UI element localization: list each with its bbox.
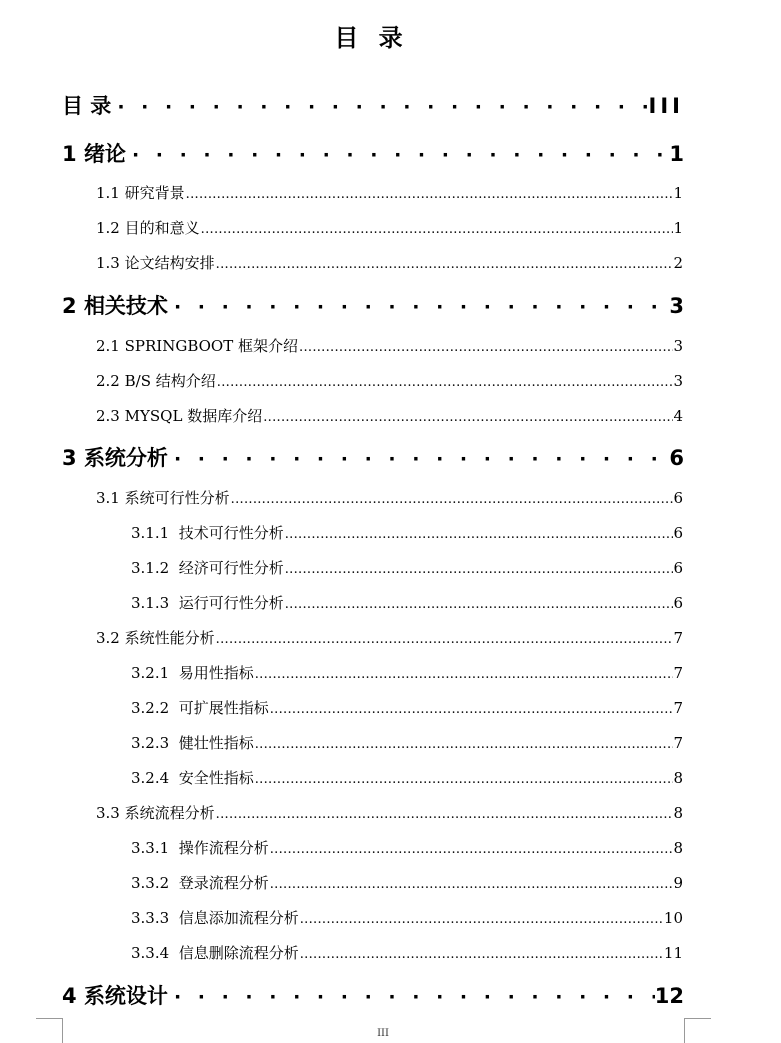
toc-entry-number: 2.3	[96, 407, 120, 425]
toc-entry-label: 运行可行性分析	[178, 594, 284, 612]
toc-entry-number: 3.2.2	[131, 699, 170, 717]
toc-entry-number: 4	[62, 984, 77, 1008]
toc-entry-page: 7	[673, 699, 683, 717]
toc-entry-page: 1	[669, 142, 684, 166]
toc-entry-page: 6	[673, 594, 683, 612]
toc-entry-number: 1	[62, 142, 77, 166]
toc-entry-number: 1.1	[96, 184, 120, 202]
toc-entry-label: 健壮性指标	[178, 734, 254, 752]
toc-entry-number: 1.2	[96, 219, 120, 237]
toc-entry[interactable]	[62, 442, 684, 476]
toc-entry-label: 信息添加流程分析	[178, 909, 299, 927]
toc-entry-page: 1	[673, 219, 683, 237]
toc-entry-title	[131, 557, 284, 578]
toc-entry-label: MYSQL 数据库介绍	[124, 407, 263, 425]
toc-entry[interactable]	[96, 335, 683, 359]
toc-entry-label: 易用性指标	[178, 664, 254, 682]
toc-entry-number: 3.1.1	[131, 524, 170, 542]
toc-entry-label: 可扩展性指标	[178, 699, 269, 717]
toc-entry[interactable]	[131, 557, 683, 581]
toc-entry-title	[62, 290, 168, 320]
toc-entry[interactable]	[62, 90, 684, 124]
dot-leader	[299, 912, 664, 927]
toc-entry-number: 2	[62, 294, 77, 318]
toc-entry-label: B/S 结构介绍	[124, 372, 216, 390]
toc-entry-title	[131, 942, 299, 963]
toc-entry[interactable]	[131, 942, 683, 966]
toc-entry-title	[62, 90, 111, 120]
toc-entry-number: 3.2.4	[131, 769, 170, 787]
toc-entry[interactable]	[131, 662, 683, 686]
toc-entry-label: 系统设计	[83, 984, 168, 1008]
toc-entry-page: 10	[663, 909, 683, 927]
toc-entry-page: 3	[673, 372, 683, 390]
toc-entry-title	[131, 837, 269, 858]
toc-entry-label: 操作流程分析	[178, 839, 269, 857]
toc-entry-label: 系统性能分析	[124, 629, 215, 647]
toc-entry-label: 信息删除流程分析	[178, 944, 299, 962]
toc-entry-label: SPRINGBOOT 框架介绍	[124, 337, 299, 355]
toc-entry-page: III	[648, 94, 684, 118]
toc-entry-number: 3.2	[96, 629, 120, 647]
toc-entry[interactable]	[131, 732, 683, 756]
toc-entry-label: 系统可行性分析	[124, 489, 230, 507]
dot-leader	[168, 986, 655, 1008]
toc-entry-label: 经济可行性分析	[178, 559, 284, 577]
toc-entry[interactable]	[62, 138, 684, 172]
page-title: 目 录	[334, 24, 409, 52]
toc-entry-page: 11	[663, 944, 683, 962]
dot-leader	[185, 187, 674, 202]
dot-leader	[254, 737, 674, 752]
toc-entry-title	[62, 138, 126, 168]
toc-entry[interactable]	[131, 592, 683, 616]
toc-entry[interactable]	[96, 252, 683, 276]
toc-entry-title	[62, 980, 168, 1010]
toc-entry[interactable]	[131, 872, 683, 896]
dot-leader	[269, 702, 674, 717]
toc-entry-label: 系统分析	[83, 446, 168, 470]
toc-entry-number: 3.1.3	[131, 594, 170, 612]
toc-entry-title	[131, 522, 284, 543]
toc-entry-number: 3.3.2	[131, 874, 170, 892]
toc-entry[interactable]	[62, 980, 684, 1014]
toc-entry-label: 研究背景	[124, 184, 185, 202]
toc-entry-page: 8	[673, 839, 683, 857]
toc-entry[interactable]	[96, 217, 683, 241]
toc-entry-label: 相关技术	[83, 294, 168, 318]
toc-entry-page: 2	[673, 254, 683, 272]
dot-leader	[299, 947, 664, 962]
toc-entry-page: 6	[673, 524, 683, 542]
toc-entry-number: 3.1.2	[131, 559, 170, 577]
toc-entry-number: 3.2.1	[131, 664, 170, 682]
dot-leader	[111, 96, 648, 118]
toc-entry-page: 9	[673, 874, 683, 892]
toc-entry-number: 3.3	[96, 804, 120, 822]
toc-entry-label: 目 录	[62, 94, 112, 118]
dot-leader	[168, 296, 669, 318]
toc-entry-page: 3	[669, 294, 684, 318]
dot-leader	[269, 877, 674, 892]
toc-entry[interactable]	[96, 405, 683, 429]
toc-entry-title	[96, 370, 216, 391]
toc-entry-label: 系统流程分析	[124, 804, 215, 822]
toc-entry[interactable]	[96, 370, 683, 394]
toc-entry[interactable]	[131, 907, 683, 931]
toc-entry-number: 3.3.4	[131, 944, 170, 962]
dot-leader	[215, 257, 674, 272]
toc-entry-title	[96, 217, 200, 238]
toc-entry[interactable]	[131, 837, 683, 861]
toc-entry[interactable]	[96, 627, 683, 651]
toc-entry-title	[131, 592, 284, 613]
dot-leader	[168, 448, 669, 470]
toc-entry-title	[131, 662, 254, 683]
toc-entry-title	[131, 697, 269, 718]
toc-entry-title	[131, 872, 269, 893]
toc-entry-label: 绪论	[83, 142, 126, 166]
dot-leader	[215, 807, 674, 822]
toc-entry-title	[96, 252, 215, 273]
footer-page-number: III	[377, 1028, 389, 1039]
toc-entry-title	[96, 405, 262, 426]
toc-entry-page: 7	[673, 629, 683, 647]
toc-entry[interactable]	[131, 697, 683, 721]
toc-entry-title	[62, 442, 168, 472]
toc-entry-number: 1.3	[96, 254, 120, 272]
dot-leader	[230, 492, 674, 507]
toc-entry-page: 1	[673, 184, 683, 202]
dot-leader	[215, 632, 674, 647]
dot-leader	[126, 144, 669, 166]
toc-entry[interactable]	[96, 802, 683, 826]
toc-entry-page: 12	[654, 984, 684, 1008]
toc-entry-number: 2.2	[96, 372, 120, 390]
toc-entry[interactable]	[62, 290, 684, 324]
toc-entry-label: 安全性指标	[178, 769, 254, 787]
toc-entry-title	[131, 907, 299, 928]
toc-entry-page: 7	[673, 664, 683, 682]
toc-entry-label: 技术可行性分析	[178, 524, 284, 542]
toc-entry-number: 2.1	[96, 337, 120, 355]
dot-leader	[216, 375, 674, 390]
toc-entry-number: 3.1	[96, 489, 120, 507]
toc-entry-page: 8	[673, 804, 683, 822]
toc-entry-title	[96, 627, 215, 648]
toc-entry-page: 4	[673, 407, 683, 425]
toc-entry-label: 目的和意义	[124, 219, 200, 237]
toc-entry[interactable]	[131, 767, 683, 791]
dot-leader	[254, 772, 674, 787]
toc-entry-page: 7	[673, 734, 683, 752]
dot-leader	[298, 340, 673, 355]
dot-leader	[269, 842, 674, 857]
toc-entry-page: 3	[673, 337, 683, 355]
toc-entry[interactable]	[96, 487, 683, 511]
toc-entry-title	[96, 802, 215, 823]
dot-leader	[254, 667, 674, 682]
toc-entry-number: 3.3.3	[131, 909, 170, 927]
toc-entry[interactable]	[131, 522, 683, 546]
dot-leader	[262, 410, 673, 425]
toc-entry-number: 3.2.3	[131, 734, 170, 752]
toc-entry-page: 6	[673, 489, 683, 507]
toc-entry-title	[131, 732, 254, 753]
toc-entry-label: 论文结构安排	[124, 254, 215, 272]
toc-entry-number: 3.3.1	[131, 839, 170, 857]
toc-entry[interactable]	[96, 182, 683, 206]
toc-entry-title	[96, 487, 230, 508]
toc-entry-title	[96, 335, 298, 356]
toc-entry-page: 8	[673, 769, 683, 787]
dot-leader	[200, 222, 674, 237]
dot-leader	[284, 597, 674, 612]
dot-leader	[284, 527, 674, 542]
toc-entry-title	[131, 767, 254, 788]
toc-entry-page: 6	[673, 559, 683, 577]
toc-entry-page: 6	[669, 446, 684, 470]
dot-leader	[284, 562, 674, 577]
toc-entry-title	[96, 182, 185, 203]
toc-entry-label: 登录流程分析	[178, 874, 269, 892]
toc-entry-number: 3	[62, 446, 77, 470]
